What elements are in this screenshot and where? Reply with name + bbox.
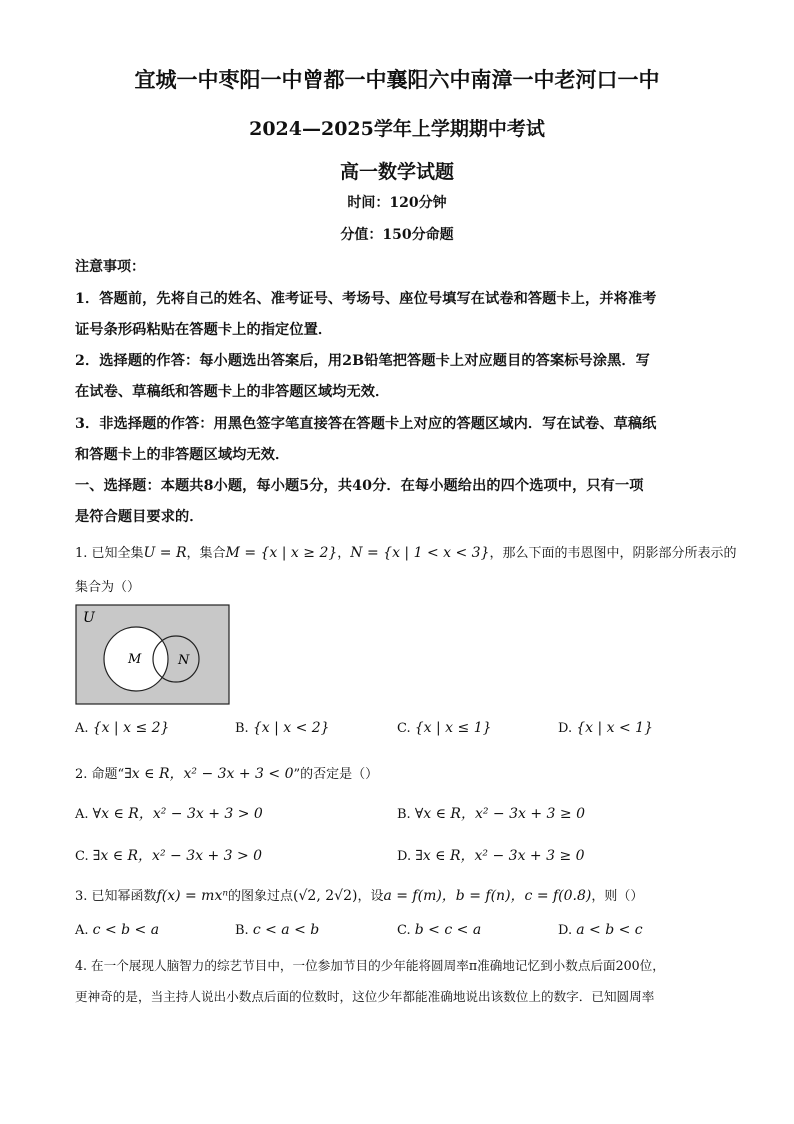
q3-definitions: a = f(m)，b = f(n)，c = f(0.8) — [383, 888, 592, 904]
option-label: A. — [75, 923, 89, 938]
venn-diagram — [75, 604, 231, 706]
q1-pre: 1. 已知全集 — [75, 546, 144, 561]
option-label: A. — [75, 721, 89, 736]
q3-mid: 的图象过点 — [228, 889, 294, 904]
note-line: 2．选择题的作答：每小题选出答案后，用2B铅笔把答题卡上对应题目的答案标号涂黑．写 — [75, 353, 650, 369]
notes-heading: 注意事项： — [75, 259, 145, 275]
q3-option-d[interactable] — [558, 922, 643, 938]
option-label: D. — [558, 923, 573, 938]
exam-title: 2024—2025学年上学期期中考试 — [249, 118, 545, 140]
schools-title: 宜城一中枣阳一中曾都一中襄阳六中南漳一中老河口一中 — [134, 67, 660, 92]
question-4-stem-line1: 4. 在一个展现人脑智力的综艺节目中，一位参加节目的少年能将圆周率π准确地记忆到小数点后面200位， — [75, 958, 665, 973]
question-1-stem — [75, 542, 737, 561]
option-text: ∃x ∈ R，x² − 3x + 3 > 0 — [92, 848, 263, 864]
section-heading-line: 是符合题目要求的． — [75, 509, 204, 525]
question-3-stem — [75, 885, 643, 905]
q3-post: ，则（） — [591, 889, 644, 904]
q1-universal-set: U = R — [143, 545, 187, 561]
q1-option-a[interactable] — [75, 720, 169, 736]
option-label: D. — [397, 849, 412, 864]
option-label: D. — [558, 721, 573, 736]
q1-option-b[interactable] — [235, 720, 330, 736]
option-label: B. — [235, 721, 249, 736]
section-heading-line: 一、选择题：本题共8小题，每小题5分，共40分．在每小题给出的四个选项中，只有一项 — [75, 478, 644, 494]
q2-post: ”的否定是（） — [293, 767, 379, 782]
q3-option-b[interactable] — [235, 922, 319, 938]
venn-label-u: U — [83, 610, 95, 626]
option-text: {x | x < 2} — [252, 720, 330, 736]
q1-post: ，那么下面的韦恩图中，阴影部分所表示的 — [489, 546, 737, 561]
note-line: 证号条形码粘贴在答题卡上的指定位置． — [75, 322, 333, 338]
option-text: {x | x ≤ 2} — [92, 720, 170, 736]
option-text: {x | x ≤ 1} — [414, 720, 492, 736]
q3-pre: 3. 已知幂函数 — [75, 889, 157, 904]
option-text: ∀x ∈ R，x² − 3x + 3 ≥ 0 — [414, 806, 585, 822]
note-line: 3．非选择题的作答：用黑色签字笔直接答在答题卡上对应的答题区域内．写在试卷、草稿纸 — [75, 416, 657, 432]
option-label: B. — [397, 807, 411, 822]
exam-score: 分值：150分命题 — [340, 227, 454, 243]
option-text: ∃x ∈ R，x² − 3x + 3 ≥ 0 — [415, 848, 585, 864]
note-line: 在试卷、草稿纸和答题卡上的非答题区域均无效． — [75, 384, 390, 400]
option-label: C. — [75, 849, 89, 864]
question-1-stem-line2: 集合为（） — [75, 580, 141, 595]
note-line: 和答题卡上的非答题区域均无效． — [75, 447, 290, 463]
q3-point: (√2, 2√2) — [293, 888, 358, 904]
q3-function: f(x) = mxⁿ — [156, 888, 229, 904]
q2-option-c[interactable] — [75, 845, 262, 865]
q1-sep: ， — [337, 546, 351, 561]
q1-option-d[interactable] — [558, 720, 653, 736]
q1-mid: ，集合 — [186, 546, 226, 561]
q2-pre: 2. 命题“ — [75, 767, 125, 782]
q3-mid2: ，设 — [357, 889, 384, 904]
option-text: ∀x ∈ R，x² − 3x + 3 > 0 — [92, 806, 263, 822]
option-text: c < b < a — [92, 922, 160, 938]
exam-time: 时间：120分钟 — [347, 195, 447, 211]
option-label: B. — [235, 923, 249, 938]
q2-option-d[interactable] — [397, 845, 585, 865]
q2-proposition: ∃x ∈ R，x² − 3x + 3 < 0 — [124, 766, 294, 782]
subject-title: 高一数学试题 — [339, 161, 454, 183]
note-line: 1．答题前，先将自己的姓名、准考证号、考场号、座位号填写在试卷和答题卡上，并将准考 — [75, 291, 657, 307]
q1-option-c[interactable] — [397, 720, 492, 736]
option-text: {x | x < 1} — [576, 720, 653, 736]
q1-set-n: N = {x | 1 < x < 3} — [350, 545, 490, 561]
question-2-stem — [75, 763, 378, 783]
q3-option-c[interactable] — [397, 922, 481, 938]
venn-label-n: N — [178, 653, 190, 668]
q3-option-a[interactable] — [75, 922, 159, 938]
option-label: C. — [397, 721, 411, 736]
option-label: A. — [75, 807, 89, 822]
question-4-stem-line2: 更神奇的是，当主持人说出小数点后面的位数时，这位少年都能准确地说出该数位上的数字．已知圆周率 — [75, 989, 655, 1004]
option-text: c < a < b — [252, 922, 320, 938]
option-label: C. — [397, 923, 411, 938]
q1-set-m: M = {x | x ≥ 2} — [225, 545, 338, 561]
q2-option-b[interactable] — [397, 803, 585, 823]
option-text: a < b < c — [576, 922, 643, 938]
venn-label-m: M — [128, 652, 142, 667]
q2-option-a[interactable] — [75, 803, 263, 823]
option-text: b < c < a — [414, 922, 482, 938]
